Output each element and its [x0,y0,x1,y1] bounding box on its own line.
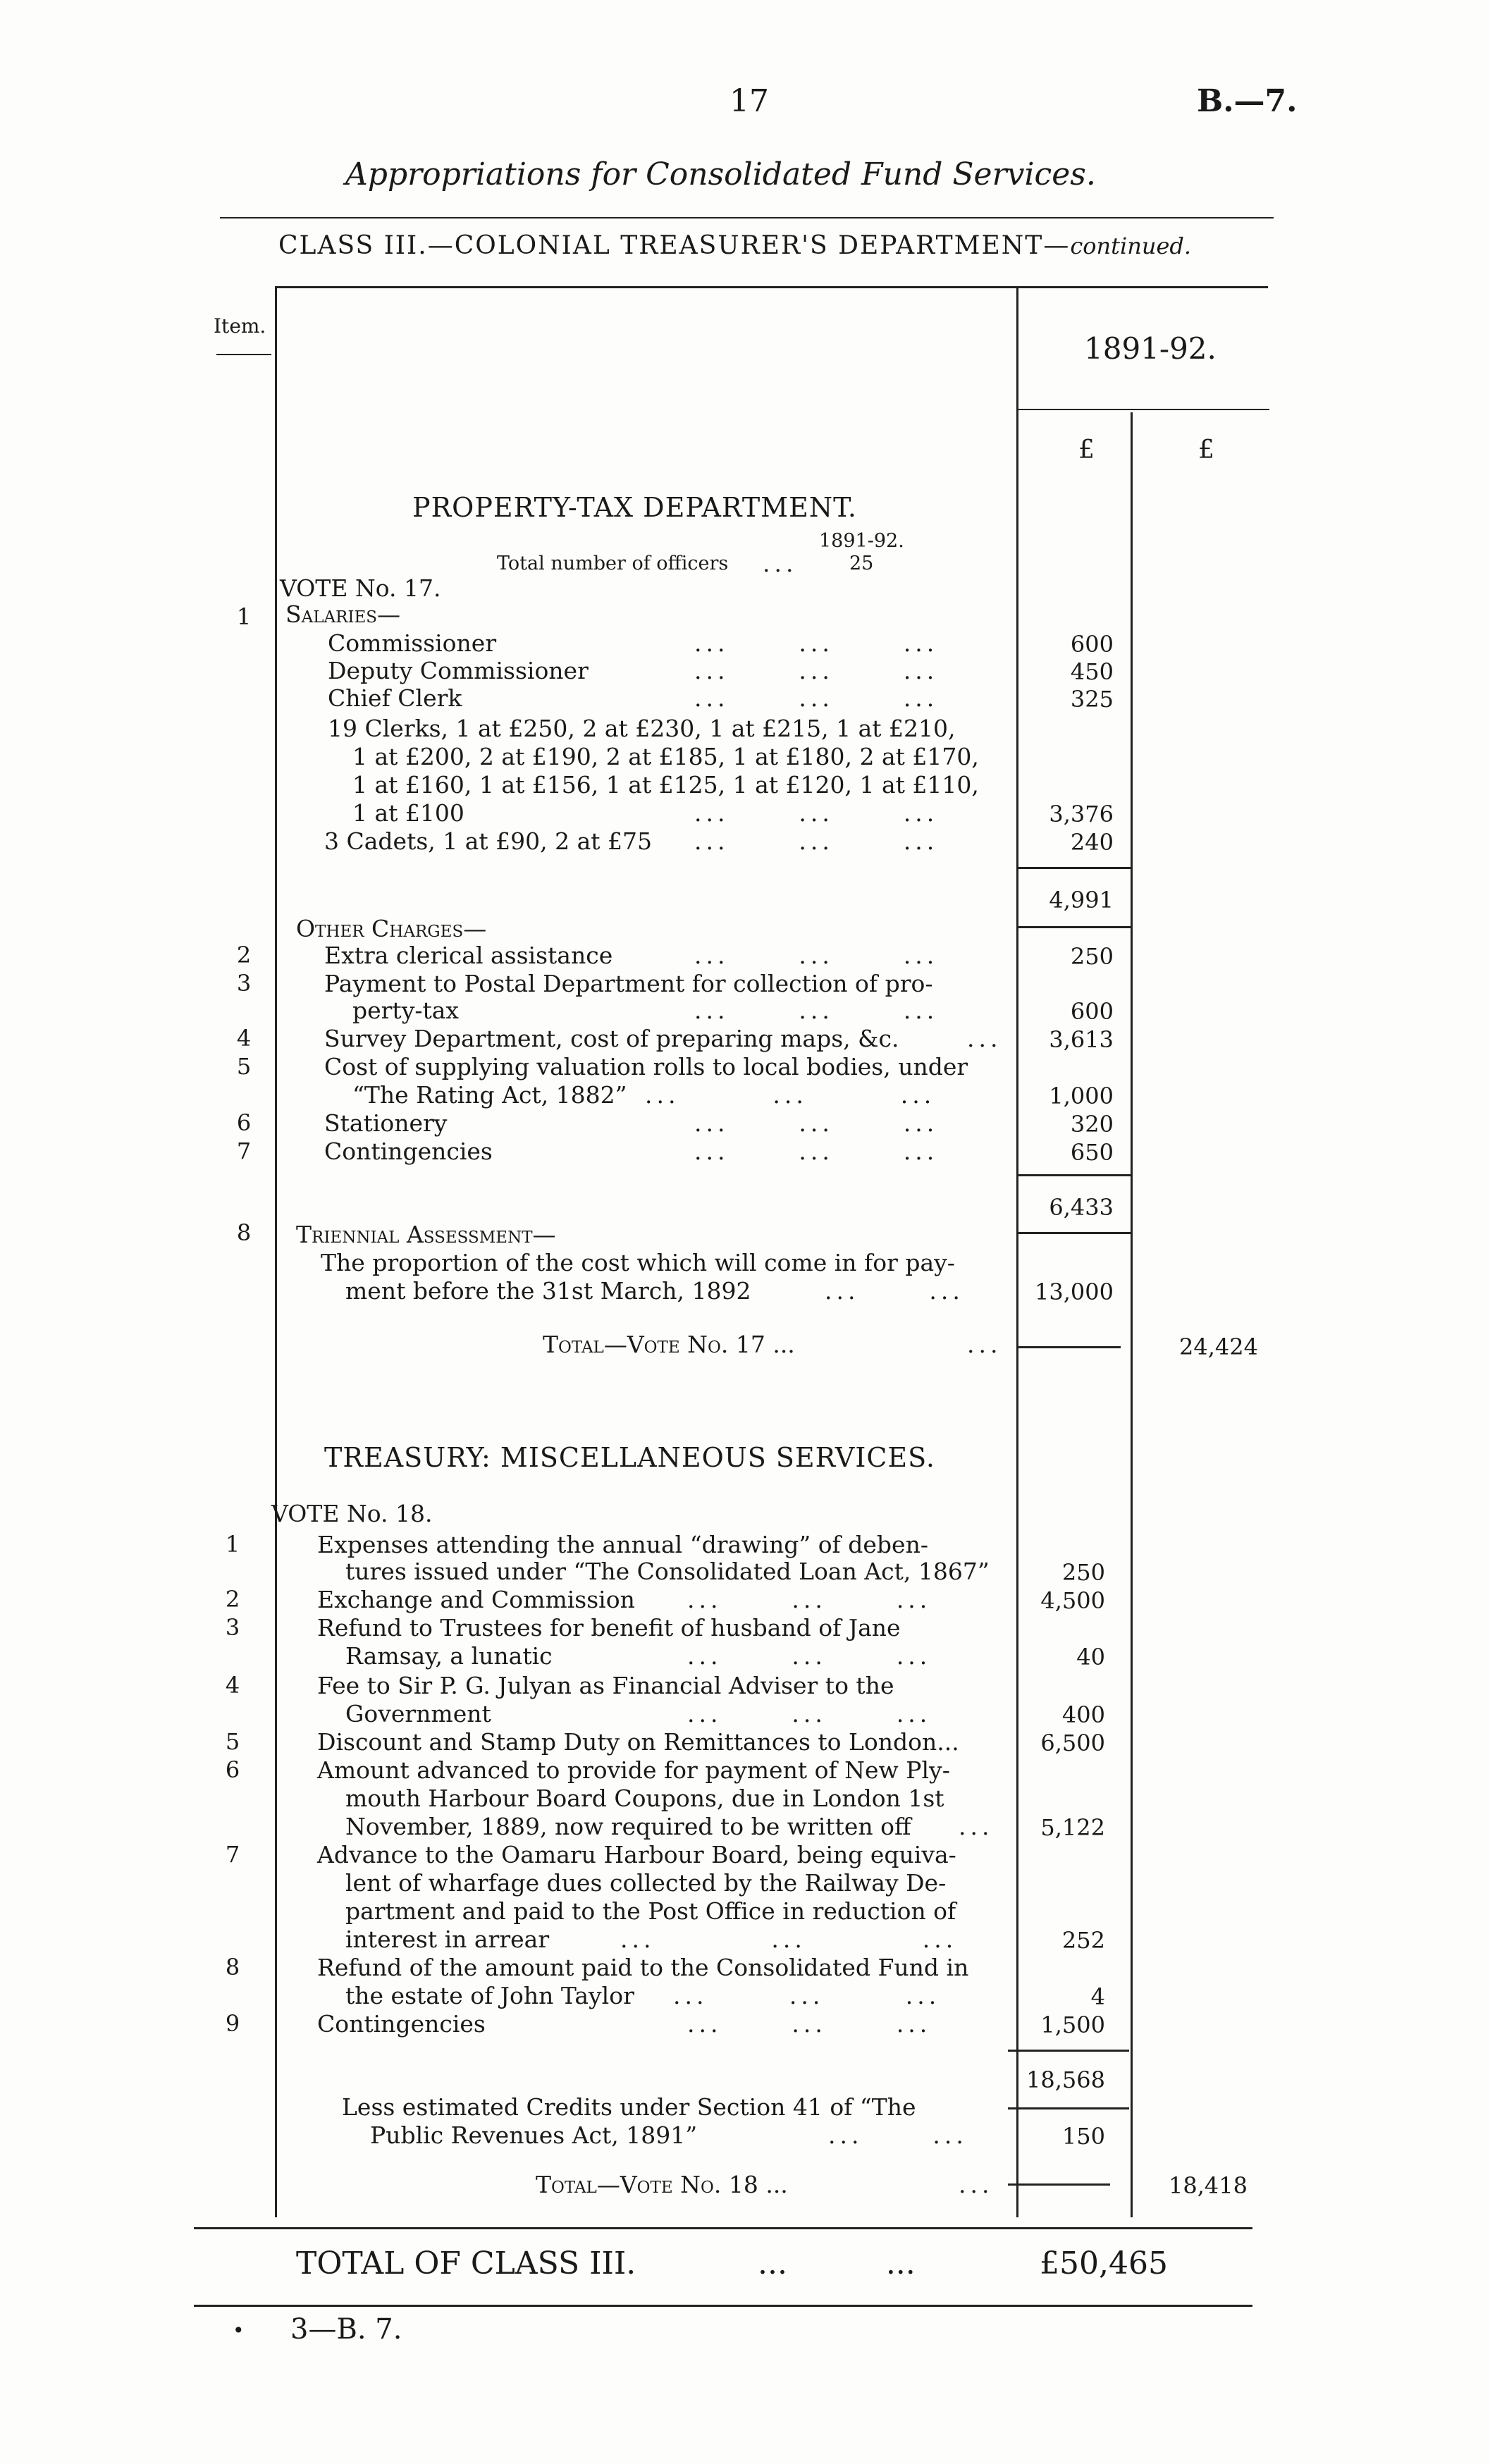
officers-label: Total number of officers [497,553,729,574]
item-column-border [275,286,277,2217]
table-row: 1 at £100 [352,799,464,827]
leader-dots: ... ... ... [620,1926,958,1953]
table-row-item: 1 [236,603,252,630]
treasury-subtotal: 18,568 [1026,2066,1105,2093]
table-cell-amount: 13,000 [1035,1279,1114,1305]
other-charges-heading: Other Charges— [296,915,487,942]
grand-total-bottom-rule [194,2305,1252,2307]
table-cell-amount: 40 [1076,1644,1105,1670]
vote-17-label: VOTE No. 17. [280,574,441,602]
table-row-item: 2 [225,1586,240,1613]
officers-count: 25 [849,553,874,574]
table-row: Ramsay, a lunatic [345,1642,553,1670]
salaries-heading: Salaries— [285,600,401,628]
table-row-item: 4 [225,1672,240,1699]
table-row-item: 5 [236,1053,252,1080]
subtotal-rule [1018,1174,1131,1176]
total-rule [1008,2183,1110,2186]
total-rule [1018,1346,1121,1348]
section-title-property-tax: PROPERTY-TAX DEPARTMENT. [412,492,857,523]
table-row: 19 Clerks, 1 at £250, 2 at £230, 1 at £215, 1 at £210, [328,715,956,742]
table-cell-amount: 250 [1061,1559,1105,1586]
leader-dots: ... ... ... [694,1109,939,1137]
table-row: Refund to Trustees for benefit of husband of Jane [317,1614,901,1641]
table-cell-amount: 4,500 [1040,1587,1105,1614]
currency-header-1: £ [1078,436,1095,464]
table-cell-amount: 1,000 [1049,1083,1114,1109]
table-cell-amount: 600 [1070,998,1114,1025]
table-row: Stationery [324,1109,448,1137]
footer-mark: • [233,2319,245,2342]
table-row: lent of wharfage dues collected by the Railway De- [345,1869,947,1897]
table-row: interest in arrear [345,1926,550,1953]
subtotal-rule [1008,2050,1129,2052]
grand-total-dots: ... ... [758,2246,916,2281]
table-row: Commissioner [328,629,497,657]
table-cell-amount: 650 [1070,1139,1114,1166]
leader-dots: ... ... ... [694,1138,939,1165]
table-row-item: 6 [236,1109,252,1136]
table-row: Chief Clerk [328,684,462,712]
section-title-treasury: TREASURY: MISCELLANEOUS SERVICES. [324,1442,935,1473]
table-row: Exchange and Commission [317,1586,635,1613]
table-cell-amount: 3,613 [1049,1026,1114,1053]
page-subtitle: Appropriations for Consolidated Fund Services. [345,156,1096,192]
vote-17-total-label: Total—Vote No. 17 ... [543,1331,795,1358]
table-row-item: 9 [225,2010,240,2037]
table-cell-amount: 5,122 [1040,1814,1105,1841]
leader-dots: ... ... ... [694,684,939,712]
officers-dots: ... [763,550,798,577]
leader-dots: ... ... ... [694,799,939,827]
leader-dots: ... ... ... [694,942,939,969]
grand-total-amount: £50,465 [1040,2246,1168,2281]
table-cell-amount: 3,376 [1049,801,1114,827]
table-cell-amount: 240 [1070,829,1114,856]
leader-dots: ... ... ... [694,997,939,1024]
table-row-item: 7 [236,1138,252,1164]
triennial-heading: Triennial Assessment— [296,1221,556,1248]
grand-total-label: TOTAL OF CLASS III. [296,2246,636,2281]
leader-dots: ... ... ... [694,827,939,855]
table-row: Amount advanced to provide for payment of New Ply- [317,1756,950,1784]
table-row: Fee to Sir P. G. Julyan as Financial Adviser to the [317,1672,894,1699]
table-row: Survey Department, cost of preparing maps, &c. [324,1025,899,1052]
credits-line-1: Less estimated Credits under Section 41 of “The [342,2093,916,2121]
item-column-header: Item. [214,314,266,338]
table-row: November, 1889, now required to be written off [345,1813,911,1840]
table-cell-amount: 4 [1090,1983,1105,2010]
table-row: Government [345,1700,491,1727]
table-row: Expenses attending the annual “drawing” of deben- [317,1531,928,1558]
table-row: Contingencies [317,2010,486,2038]
table-cell-amount: 1,500 [1040,2012,1105,2038]
table-cell-amount: 400 [1061,1701,1105,1728]
leader-dots: ... ... ... [694,657,939,684]
currency-header-2: £ [1198,436,1214,464]
leader-dots: ... ... [828,2121,968,2149]
table-row-item: 3 [225,1614,240,1641]
officers-year: 1891-92. [819,530,904,552]
table-row: Refund of the amount paid to the Consolidated Fund in [317,1954,969,1981]
table-row: Discount and Stamp Duty on Remittances to London... [317,1728,959,1756]
table-row-item: 6 [225,1756,240,1783]
other-subtotal: 6,433 [1049,1194,1114,1221]
leader-dots: ... ... ... [687,1700,932,1727]
subtotal-rule [1008,2107,1129,2109]
table-row-item: 3 [236,970,252,997]
subtotal-rule [1018,1232,1131,1234]
item-header-rule [216,354,271,355]
table-row: Deputy Commissioner [328,657,589,684]
table-row: mouth Harbour Board Coupons, due in London 1st [345,1785,944,1812]
table-cell-amount: 600 [1070,631,1114,658]
table-row: Extra clerical assistance [324,942,613,969]
salaries-subtotal: 4,991 [1049,887,1114,913]
table-cell-amount: 252 [1061,1927,1105,1954]
grand-total-top-rule [194,2227,1252,2229]
table-row-item: 8 [236,1219,252,1246]
table-row: perty-tax [352,997,460,1024]
amount-split-border [1131,412,1133,2217]
table-row: ment before the 31st March, 1892 [345,1277,751,1305]
leader-dots: ... [959,1813,994,1840]
table-row: 1 at £160, 1 at £156, 1 at £125, 1 at £120, 1 at £110, [352,771,979,799]
table-row-item: 4 [236,1025,252,1052]
table-row: Contingencies [324,1138,493,1165]
leader-dots: ... [967,1331,1002,1358]
table-row: partment and paid to the Post Office in reduction of [345,1897,956,1925]
table-row: Advance to the Oamaru Harbour Board, being equiva- [317,1841,956,1868]
table-row: 3 Cadets, 1 at £90, 2 at £75 [324,827,653,855]
leader-dots: ... ... ... [673,1982,941,2009]
leader-dots: ... [967,1025,1002,1052]
table-row-item: 7 [225,1841,240,1868]
table-cell-amount: 250 [1070,943,1114,970]
class-title-main: CLASS III.—COLONIAL TREASURER'S DEPARTMENT— [278,231,1071,260]
leader-dots: ... ... ... [687,2010,932,2038]
footer-reference: 3—B. 7. [290,2313,402,2346]
table-row-item: 2 [236,942,252,968]
leader-dots: ... ... ... [687,1642,932,1670]
table-row: Payment to Postal Department for collection of pro- [324,970,933,997]
document-reference: B.—7. [1197,83,1298,119]
table-row: The proportion of the cost which will come in for pay- [321,1249,955,1276]
leader-dots: ... [959,2171,994,2198]
subtotal-rule [1018,926,1131,928]
table-row-item: 8 [225,1954,240,1981]
table-cell-amount: 450 [1070,658,1114,685]
table-row: “The Rating Act, 1882” [352,1081,627,1109]
table-cell-amount: 6,500 [1040,1730,1105,1756]
table-row-item: 1 [225,1531,240,1558]
vote-18-total: 18,418 [1169,2172,1248,2199]
table-row: tures issued under “The Consolidated Loan Act, 1867” [345,1558,990,1585]
leader-dots: ... ... [825,1277,964,1305]
class-title-suffix: continued. [1070,233,1192,259]
table-top-rule [276,286,1268,288]
year-column-header: 1891-92. [1084,331,1217,366]
class-title [278,231,1191,260]
credits-amount: 150 [1061,2123,1105,2150]
header-rule [220,217,1274,218]
table-row: the estate of John Taylor [345,1982,634,2009]
vote-18-label: VOTE No. 18. [271,1500,433,1527]
vote-18-total-label: Total—Vote No. 18 ... [536,2171,788,2198]
leader-dots: ... ... ... [687,1586,932,1613]
vote-17-total: 24,424 [1179,1333,1258,1360]
leader-dots: ... ... ... [694,629,939,657]
year-header-rule [1018,409,1269,410]
leader-dots: ... ... ... [645,1081,936,1109]
page-number: 17 [729,83,769,119]
table-cell-amount: 320 [1070,1111,1114,1138]
table-cell-amount: 325 [1070,686,1114,713]
table-row-item: 5 [225,1728,240,1755]
credits-line-2: Public Revenues Act, 1891” [370,2121,698,2149]
table-row: 1 at £200, 2 at £190, 2 at £185, 1 at £180, 2 at £170, [352,743,979,770]
table-row: Cost of supplying valuation rolls to local bodies, under [324,1053,968,1080]
subtotal-rule [1018,867,1131,869]
